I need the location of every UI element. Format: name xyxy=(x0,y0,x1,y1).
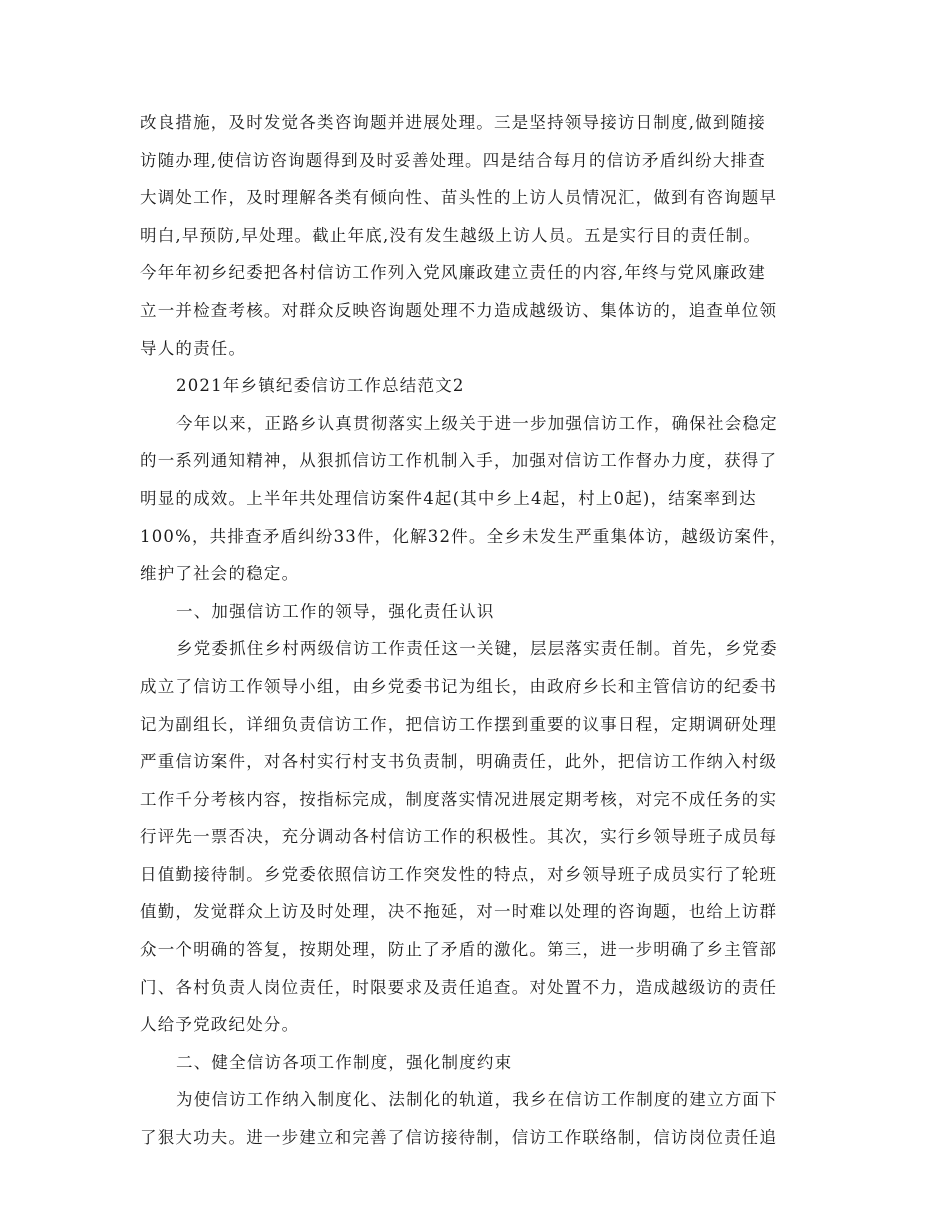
text-line: 严重信访案件，对各村实行村支书负责制，明确责任，此外，把信访工作纳入村级 xyxy=(140,752,778,772)
text-line: 二、健全信访各项工作制度，强化制度约束 xyxy=(176,1052,513,1072)
text-line: 立一并检查考核。对群众反映咨询题处理不力造成越级访、集体访的，追查单位领 xyxy=(140,300,778,320)
text-line: 乡党委抓住乡村两级信访工作责任这一关键，层层落实责任制。首先，乡党委 xyxy=(176,639,778,659)
text-line: 为使信访工作纳入制度化、法制化的轨道，我乡在信访工作制度的建立方面下 xyxy=(176,1090,778,1110)
text-line: 的一系列通知精神，从狠抓信访工作机制入手，加强对信访工作督办力度，获得了 xyxy=(140,451,778,471)
text-line: 工作千分考核内容，按指标完成，制度落实情况进展定期考核，对完不成任务的实 xyxy=(140,789,778,809)
text-line: 门、各村负责人岗位责任，时限要求及责任追查。对处置不力，造成越级访的责任 xyxy=(140,977,778,997)
text-line: 明白,早预防,早处理。截止年底,没有发生越级上访人员。五是实行目的责任制。 xyxy=(140,225,762,245)
text-line: 行评先一票否决，充分调动各村信访工作的积极性。其次，实行乡领导班子成员每 xyxy=(140,827,778,847)
text-line: 众一个明确的答复，按期处理，防止了矛盾的激化。第三，进一步明确了乡主管部 xyxy=(140,940,778,960)
document-page xyxy=(140,104,812,1157)
text-line: 记为副组长，详细负责信访工作，把信访工作摆到重要的议事日程，定期调研处理 xyxy=(140,714,778,734)
text-line: 大调处工作，及时理解各类有倾向性、苗头性的上访人员情况汇，做到有咨询题早 xyxy=(140,188,778,208)
text-line: 导人的责任。 xyxy=(140,338,247,358)
text-line: 今年以来，正路乡认真贯彻落实上级关于进一步加强信访工作，确保社会稳定 xyxy=(176,413,778,433)
text-line: 明显的成效。上半年共处理信访案件4起(其中乡上4起，村上0起)，结案率到达 xyxy=(140,488,757,508)
text-line: 了狠大功夫。进一步建立和完善了信访接待制，信访工作联络制，信访岗位责任追 xyxy=(140,1128,778,1148)
text-line: 今年年初乡纪委把各村信访工作列入党风廉政建立责任的内容,年终与党风廉政建 xyxy=(140,263,766,283)
text-line: 2021年乡镇纪委信访工作总结范文2 xyxy=(176,376,465,396)
text-line: 访随办理,使信访咨询题得到及时妥善处理。四是结合每月的信访矛盾纠纷大排查 xyxy=(140,150,766,170)
text-line: 100%，共排查矛盾纠纷33件，化解32件。全乡未发生严重集体访，越级访案件， xyxy=(140,526,788,546)
text-line: 一、加强信访工作的领导，强化责任认识 xyxy=(176,601,495,621)
text-line: 成立了信访工作领导小组，由乡党委书记为组长，由政府乡长和主管信访的纪委书 xyxy=(140,676,778,696)
text-line: 日值勤接待制。乡党委依照信访工作突发性的特点，对乡领导班子成员实行了轮班 xyxy=(140,864,778,884)
text-line: 改良措施，及时发觉各类咨询题并进展处理。三是坚持领导接访日制度,做到随接 xyxy=(140,113,766,132)
text-line: 维护了社会的稳定。 xyxy=(140,564,300,584)
text-line: 值勤，发觉群众上访及时处理，决不拖延，对一时难以处理的咨询题，也给上访群 xyxy=(140,902,778,922)
text-line: 人给予党政纪处分。 xyxy=(140,1015,300,1035)
